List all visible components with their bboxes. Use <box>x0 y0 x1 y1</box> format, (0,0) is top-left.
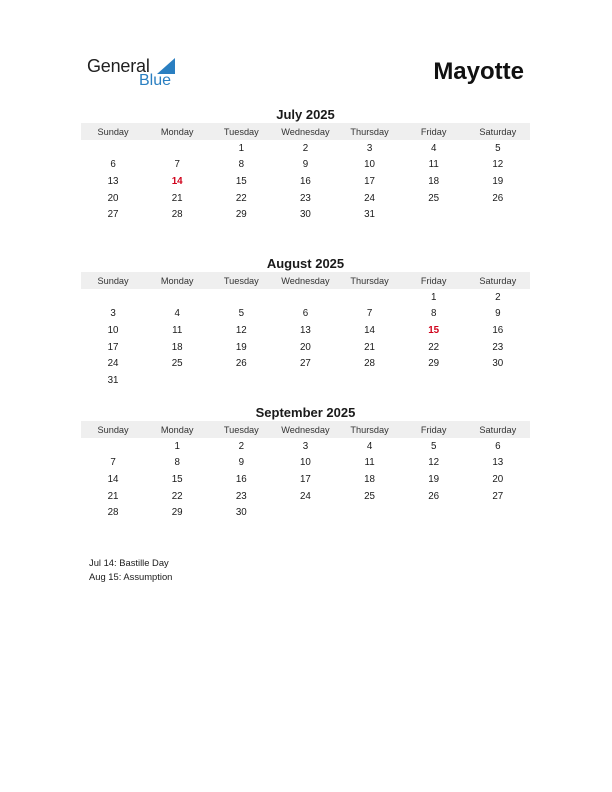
week-row <box>81 372 530 389</box>
holiday-note: Aug 15: Assumption <box>89 571 173 582</box>
day-cell: 26 <box>492 192 504 204</box>
day-cell: 26 <box>428 490 440 502</box>
day-cell: 15 <box>171 473 183 485</box>
weekday-label: Sunday <box>97 126 129 137</box>
day-cell: 4 <box>174 308 180 320</box>
day-cell: 7 <box>110 457 116 469</box>
day-cell: 28 <box>171 209 183 221</box>
day-cell: 23 <box>235 490 247 502</box>
weekday-label: Saturday <box>479 275 517 286</box>
week-row <box>81 289 530 306</box>
day-cell: 8 <box>238 159 245 171</box>
day-cell: 26 <box>235 358 247 370</box>
day-cell: 9 <box>495 308 501 320</box>
day-cell: 15 <box>235 175 247 187</box>
holiday-day-cell: 15 <box>428 324 440 336</box>
week-row <box>81 173 530 190</box>
day-cell: 13 <box>107 175 119 187</box>
day-cell: 5 <box>495 142 501 154</box>
day-cell: 21 <box>364 341 376 353</box>
holiday-notes <box>89 556 172 584</box>
day-cell: 27 <box>107 209 119 221</box>
day-cell: 11 <box>172 324 183 336</box>
day-cell: 23 <box>492 341 504 353</box>
day-cell: 17 <box>364 175 376 187</box>
week-row <box>81 339 530 356</box>
weekday-label: Thursday <box>350 275 389 286</box>
day-cell: 16 <box>235 473 247 485</box>
weekday-label: Monday <box>160 126 194 137</box>
day-cell: 8 <box>174 457 180 469</box>
day-cell: 12 <box>428 457 440 469</box>
day-cell: 4 <box>430 142 437 154</box>
day-cell: 28 <box>364 358 376 370</box>
day-cell: 31 <box>364 209 376 221</box>
country-title: Mayotte <box>433 58 524 85</box>
week-row <box>81 455 530 472</box>
month-title: August 2025 <box>266 256 345 271</box>
day-cell: 10 <box>364 159 376 171</box>
weekday-label: Friday <box>420 424 447 435</box>
day-cell: 2 <box>238 440 245 452</box>
day-cell: 20 <box>107 192 119 204</box>
week-row <box>81 504 530 521</box>
day-cell: 28 <box>107 507 119 519</box>
week-row <box>81 190 530 207</box>
day-cell: 18 <box>171 341 183 353</box>
week-row <box>81 140 530 157</box>
day-cell: 6 <box>302 308 309 320</box>
day-cell: 17 <box>299 473 311 485</box>
month-title: September 2025 <box>255 405 356 420</box>
weekday-label: Friday <box>420 126 447 137</box>
weekday-label: Saturday <box>479 424 517 435</box>
day-cell: 24 <box>107 358 119 370</box>
day-cell: 3 <box>366 142 373 154</box>
weekday-label: Tuesday <box>223 126 259 137</box>
day-cell: 29 <box>171 507 183 519</box>
day-cell: 5 <box>238 308 245 320</box>
day-cell: 27 <box>299 358 311 370</box>
day-cell: 18 <box>364 473 376 485</box>
day-cell: 30 <box>235 507 247 519</box>
day-cell: 29 <box>235 209 247 221</box>
day-cell: 2 <box>495 291 501 303</box>
weekday-label: Sunday <box>97 275 129 286</box>
holiday-note: Jul 14: Bastille Day <box>89 557 169 568</box>
week-rows <box>81 438 530 521</box>
day-cell: 11 <box>428 159 439 171</box>
day-cell: 7 <box>366 308 373 320</box>
day-cell: 16 <box>299 175 311 187</box>
weekday-label: Sunday <box>97 424 129 435</box>
week-row <box>81 438 530 455</box>
week-rows <box>81 140 530 223</box>
day-cell: 23 <box>299 192 311 204</box>
day-cell: 27 <box>492 490 504 502</box>
weekday-label: Tuesday <box>223 424 259 435</box>
day-cell: 10 <box>107 324 119 336</box>
week-row <box>81 306 530 323</box>
weekday-header-row <box>81 272 530 289</box>
day-cell: 17 <box>107 341 119 353</box>
day-cell: 12 <box>492 159 504 171</box>
weekday-label: Wednesday <box>281 275 330 286</box>
day-cell: 2 <box>302 142 309 154</box>
day-cell: 21 <box>171 192 183 204</box>
day-cell: 19 <box>235 341 247 353</box>
month-calendar-july <box>81 107 530 223</box>
week-rows <box>81 289 530 389</box>
day-cell: 20 <box>492 473 504 485</box>
day-cell: 22 <box>428 341 440 353</box>
day-cell: 16 <box>492 324 504 336</box>
week-row <box>81 157 530 174</box>
day-cell: 6 <box>495 440 501 452</box>
day-cell: 13 <box>492 457 504 469</box>
day-cell: 19 <box>492 175 504 187</box>
weekday-label: Friday <box>420 275 447 286</box>
logo-blue-text: Blue <box>139 72 172 89</box>
day-cell: 9 <box>302 159 309 171</box>
weekday-label: Wednesday <box>281 424 330 435</box>
day-cell: 20 <box>299 341 311 353</box>
month-calendar-august <box>81 256 530 389</box>
day-cell: 1 <box>430 291 437 303</box>
week-row <box>81 471 530 488</box>
day-cell: 6 <box>110 159 116 171</box>
day-cell: 24 <box>299 490 311 502</box>
logo-general-text: General <box>87 56 150 76</box>
day-cell: 10 <box>299 457 311 469</box>
day-cell: 30 <box>299 209 311 221</box>
weekday-label: Thursday <box>350 126 389 137</box>
day-cell: 30 <box>492 358 504 370</box>
weekday-label: Wednesday <box>281 126 330 137</box>
day-cell: 13 <box>299 324 311 336</box>
day-cell: 14 <box>107 473 119 485</box>
weekday-header-row <box>81 421 530 438</box>
day-cell: 9 <box>238 457 245 469</box>
day-cell: 8 <box>430 308 437 320</box>
month-calendar-september <box>81 405 530 521</box>
day-cell: 3 <box>302 440 309 452</box>
weekday-label: Thursday <box>350 424 389 435</box>
day-cell: 31 <box>107 374 119 386</box>
day-cell: 25 <box>364 490 376 502</box>
week-row <box>81 488 530 505</box>
day-cell: 1 <box>238 142 245 154</box>
generalblue-logo <box>87 56 197 92</box>
day-cell: 19 <box>428 473 440 485</box>
weekday-label: Saturday <box>479 126 517 137</box>
day-cell: 1 <box>174 440 180 452</box>
day-cell: 4 <box>366 440 373 452</box>
day-cell: 14 <box>364 324 376 336</box>
day-cell: 25 <box>171 358 183 370</box>
weekday-label: Monday <box>160 275 194 286</box>
weekday-label: Monday <box>160 424 194 435</box>
day-cell: 24 <box>364 192 376 204</box>
day-cell: 25 <box>428 192 440 204</box>
day-cell: 5 <box>430 440 437 452</box>
day-cell: 18 <box>428 175 440 187</box>
day-cell: 3 <box>110 308 116 320</box>
week-row <box>81 355 530 372</box>
day-cell: 21 <box>107 490 119 502</box>
holiday-day-cell: 14 <box>171 175 183 187</box>
day-cell: 12 <box>235 324 247 336</box>
day-cell: 22 <box>171 490 183 502</box>
week-row <box>81 322 530 339</box>
week-row <box>81 206 530 223</box>
day-cell: 22 <box>235 192 247 204</box>
weekday-header-row <box>81 123 530 140</box>
day-cell: 29 <box>428 358 440 370</box>
day-cell: 7 <box>174 159 180 171</box>
month-title: July 2025 <box>276 107 335 122</box>
day-cell: 11 <box>364 457 375 469</box>
weekday-label: Tuesday <box>223 275 259 286</box>
